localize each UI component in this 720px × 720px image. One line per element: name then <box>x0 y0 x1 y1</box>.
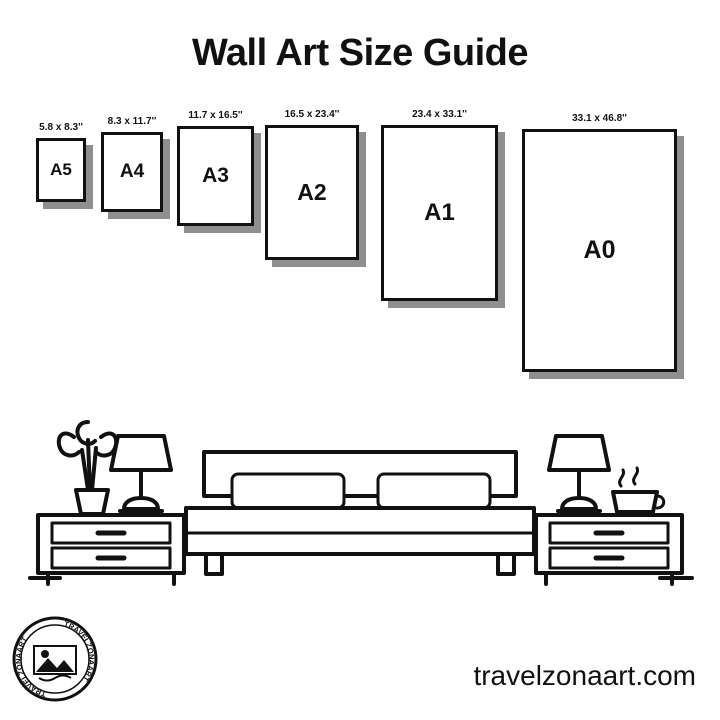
frame-a1-box <box>381 125 498 301</box>
right-nightstand <box>536 515 682 584</box>
frame-a4-box <box>101 132 163 212</box>
coffee-cup <box>613 468 664 512</box>
frame-a2[interactable] <box>265 109 359 260</box>
frame-a5[interactable] <box>36 122 86 202</box>
frame-a3[interactable] <box>177 110 254 226</box>
flower-vase <box>59 422 116 514</box>
frame-a1-dimension: 23.4 x 33.1'' <box>412 109 467 120</box>
frame-a5-box <box>36 138 86 202</box>
right-lamp <box>549 436 609 511</box>
frame-a2-label: A2 <box>297 179 327 205</box>
left-lamp <box>111 436 171 511</box>
frame-a0-label: A0 <box>583 236 616 264</box>
frame-size-row <box>0 108 720 398</box>
frame-a1[interactable] <box>381 109 498 301</box>
logo-text-top: TRAVELZONAART <box>62 619 97 683</box>
website-url[interactable]: travelzonaart.com <box>473 660 696 691</box>
frame-a1-label: A1 <box>424 199 455 226</box>
bedroom-illustration <box>0 378 720 608</box>
left-nightstand <box>38 515 184 584</box>
bed <box>186 452 534 574</box>
page-title: Wall Art Size Guide <box>191 32 529 74</box>
frame-a5-dimension: 5.8 x 8.3'' <box>39 122 83 133</box>
frame-a4-label: A4 <box>119 161 145 182</box>
frame-a2-box <box>265 125 359 260</box>
frame-a0[interactable] <box>522 113 677 372</box>
frame-a3-dimension: 11.7 x 16.5'' <box>188 110 243 121</box>
frame-a2-dimension: 16.5 x 23.4'' <box>284 109 340 120</box>
frame-a4-dimension: 8.3 x 11.7'' <box>107 116 157 127</box>
frame-a0-dimension: 33.1 x 46.8'' <box>572 113 627 124</box>
brand-logo <box>12 616 98 702</box>
frame-a3-label: A3 <box>202 164 229 187</box>
frame-a0-box <box>522 129 677 372</box>
frame-a4[interactable] <box>101 116 163 212</box>
frame-a3-box <box>177 126 254 226</box>
frame-a5-label: A5 <box>50 160 72 179</box>
logo-text-bottom: TRAVELZONAART <box>13 635 48 699</box>
